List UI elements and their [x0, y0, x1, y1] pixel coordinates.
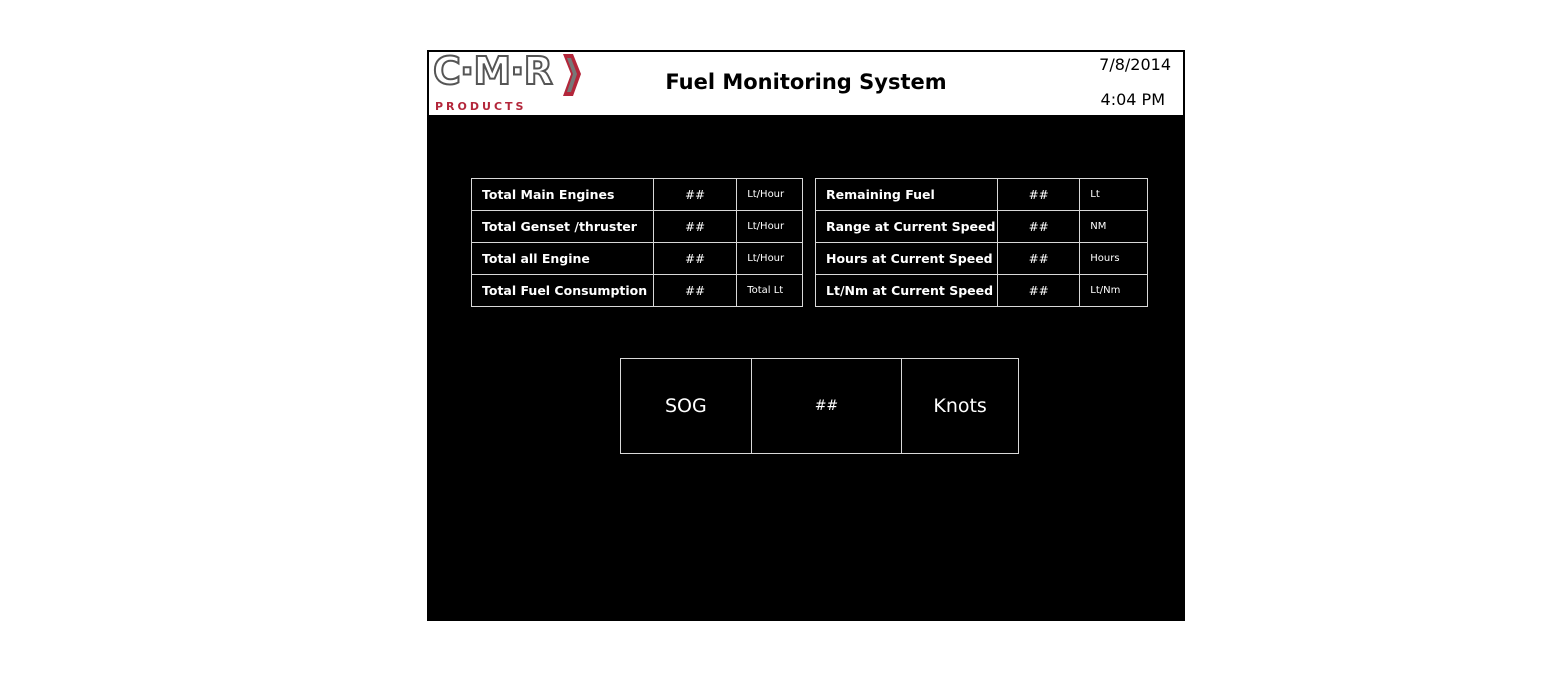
sog-value: ##	[751, 359, 902, 454]
table-row	[621, 359, 1019, 454]
remaining-fuel-label: Remaining Fuel	[816, 179, 998, 211]
ltnm-current-speed-unit: Lt/Nm	[1080, 275, 1148, 307]
table-row	[816, 275, 1148, 307]
sog-label: SOG	[621, 359, 752, 454]
table-row	[472, 275, 803, 307]
table-row	[816, 179, 1148, 211]
page-title: Fuel Monitoring System	[665, 70, 947, 94]
range-current-speed-label: Range at Current Speed	[816, 211, 998, 243]
header-bar	[428, 51, 1184, 116]
date-display: 7/8/2014	[1099, 55, 1171, 74]
table-row	[816, 243, 1148, 275]
total-main-engines-unit: Lt/Hour	[737, 179, 803, 211]
total-all-engine-value: ##	[653, 243, 736, 275]
fuel-range-table	[815, 178, 1148, 307]
sog-panel	[620, 358, 1019, 454]
total-fuel-consumption-unit: Total Lt	[737, 275, 803, 307]
hours-current-speed-unit: Hours	[1080, 243, 1148, 275]
table-row	[472, 243, 803, 275]
remaining-fuel-value: ##	[997, 179, 1079, 211]
ltnm-current-speed-value: ##	[997, 275, 1079, 307]
logo-text: C·M·R	[433, 49, 552, 93]
total-main-engines-value: ##	[653, 179, 736, 211]
range-current-speed-value: ##	[997, 211, 1079, 243]
ltnm-current-speed-label: Lt/Nm at Current Speed	[816, 275, 998, 307]
total-all-engine-label: Total all Engine	[472, 243, 654, 275]
engine-consumption-table	[471, 178, 803, 307]
logo-subtext: PRODUCTS	[435, 100, 527, 113]
total-genset-thruster-label: Total Genset /thruster	[472, 211, 654, 243]
total-genset-thruster-unit: Lt/Hour	[737, 211, 803, 243]
total-fuel-consumption-value: ##	[653, 275, 736, 307]
hours-current-speed-label: Hours at Current Speed	[816, 243, 998, 275]
sog-unit: Knots	[902, 359, 1019, 454]
table-row	[472, 211, 803, 243]
time-display: 4:04 PM	[1100, 90, 1165, 109]
total-all-engine-unit: Lt/Hour	[737, 243, 803, 275]
table-row	[816, 211, 1148, 243]
range-current-speed-unit: NM	[1080, 211, 1148, 243]
total-main-engines-label: Total Main Engines	[472, 179, 654, 211]
hours-current-speed-value: ##	[997, 243, 1079, 275]
total-genset-thruster-value: ##	[653, 211, 736, 243]
remaining-fuel-unit: Lt	[1080, 179, 1148, 211]
table-row	[472, 179, 803, 211]
hmi-screen	[427, 50, 1185, 621]
total-fuel-consumption-label: Total Fuel Consumption	[472, 275, 654, 307]
